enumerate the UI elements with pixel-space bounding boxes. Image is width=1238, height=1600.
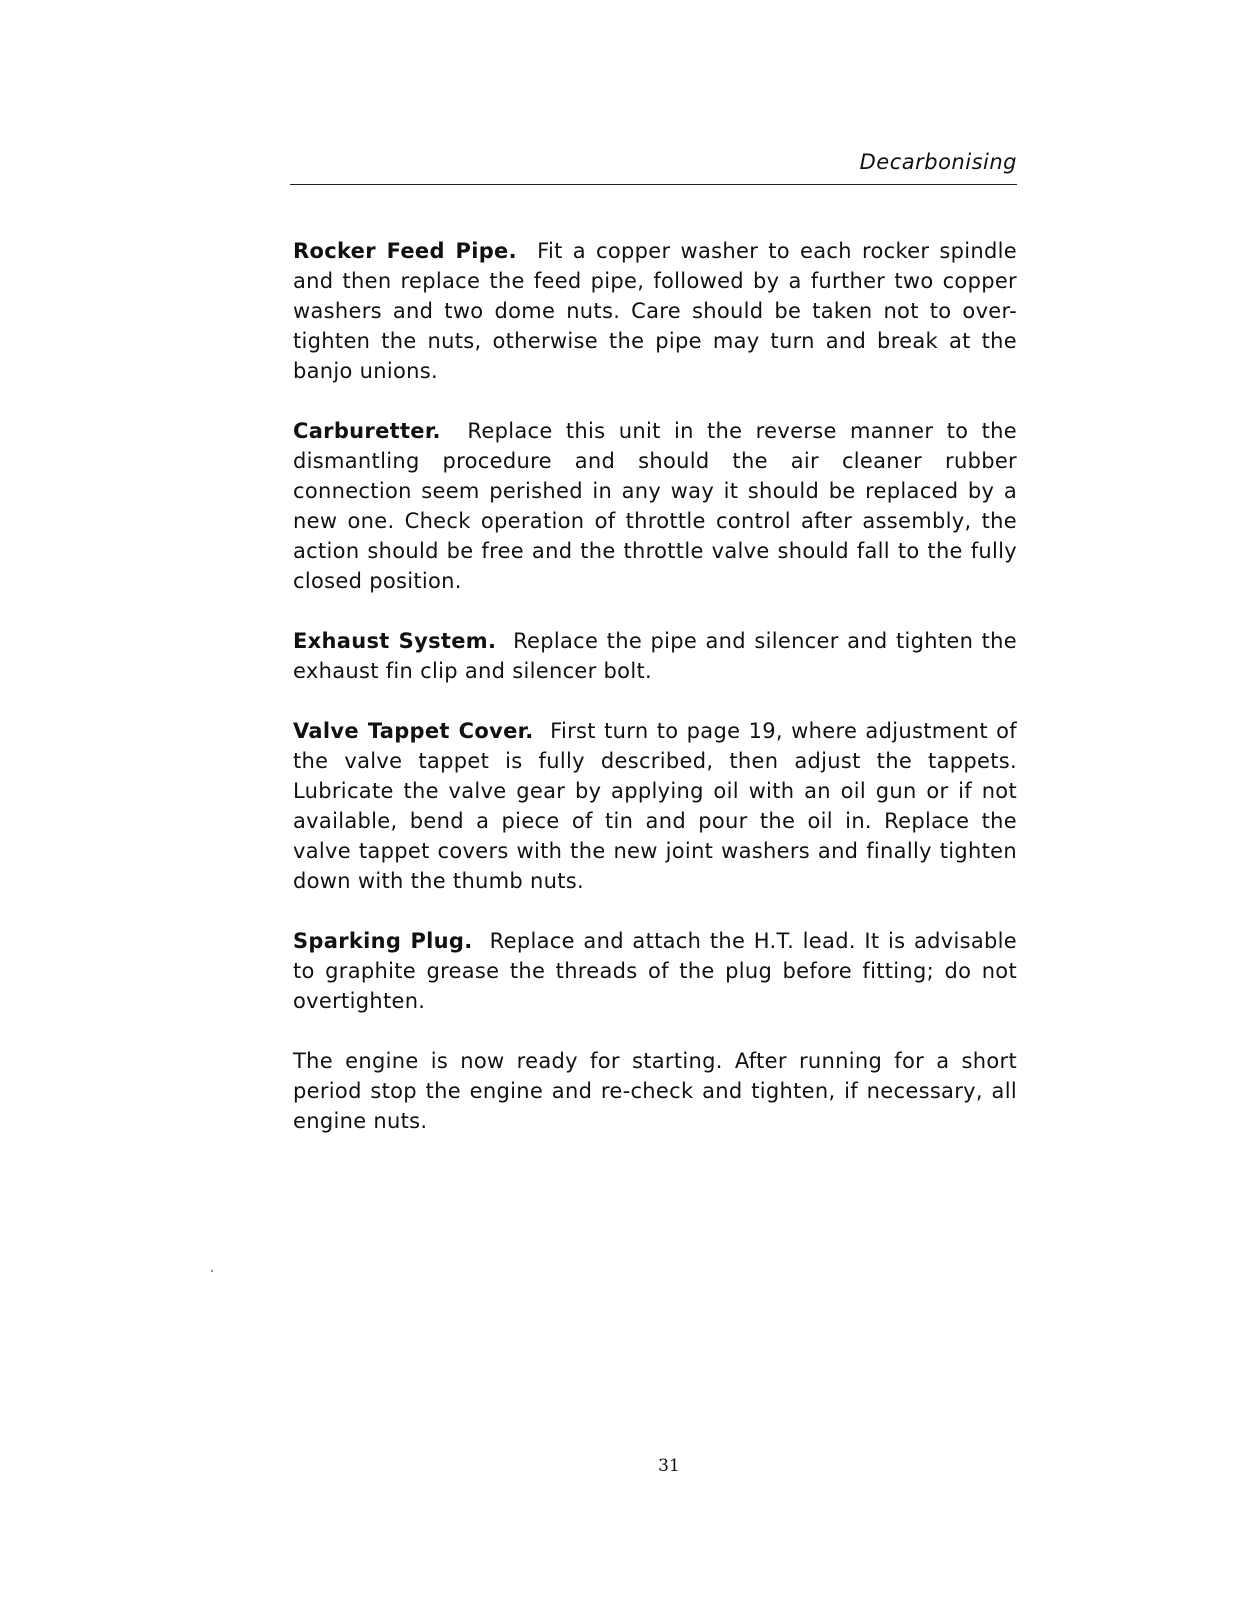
section-text: Fit a copper washer to each rocker spindle and then replace the feed pipe, followed by a further two copper washers and two dome nuts. Care should be taken not to over-tighten the nuts, otherwise the pipe may turn and break at the banjo unions. bbox=[293, 239, 1018, 383]
section-sparking-plug bbox=[293, 926, 1017, 1016]
section-text: Replace the pipe and silencer and tighten the exhaust fin clip and silencer bolt. bbox=[293, 629, 1018, 683]
scan-speck bbox=[211, 1270, 213, 1272]
header-rule bbox=[290, 184, 1017, 185]
section-heading: Valve Tappet Cover. bbox=[293, 719, 534, 743]
section-valve-tappet-cover bbox=[293, 716, 1017, 896]
section-heading: Rocker Feed Pipe. bbox=[293, 239, 517, 263]
section-heading: Sparking Plug. bbox=[293, 929, 473, 953]
section-text: Replace and attach the H.T. lead. It is advisable to graphite grease the threads of the plug before fitting; do not overtighten. bbox=[293, 929, 1017, 1013]
running-title: Decarbonising bbox=[859, 150, 1017, 174]
section-carburetter bbox=[293, 416, 1017, 596]
section-heading: Carburetter. bbox=[293, 419, 441, 443]
page-number: 31 bbox=[658, 1456, 680, 1476]
section-text: First turn to page 19, where adjustment of the valve tappet is fully described, then adjust the tappets. Lubricate the valve gear by applying oil with an oil gun or if not available, bend a piece of tin and pour the oil in. Replace the valve tappet covers with the new joint washers and finally tighten down with the thumb nuts. bbox=[293, 719, 1017, 893]
section-exhaust-system bbox=[293, 626, 1017, 686]
section-text: Replace this unit in the reverse manner to the dismantling procedure and should the air cleaner rubber connection seem perished in any way it should be replaced by a new one. Check operation of throttle control after assembly, the action should be free and the throttle valve should fall to the fully closed position. bbox=[293, 419, 1017, 593]
page-body bbox=[293, 236, 1017, 1166]
closing-paragraph: The engine is now ready for starting. After running for a short period stop the engine and re-check and tighten, if necessary, all engine nuts. bbox=[293, 1049, 1017, 1133]
section-heading: Exhaust System. bbox=[293, 629, 497, 653]
section-rocker-feed-pipe bbox=[293, 236, 1017, 386]
